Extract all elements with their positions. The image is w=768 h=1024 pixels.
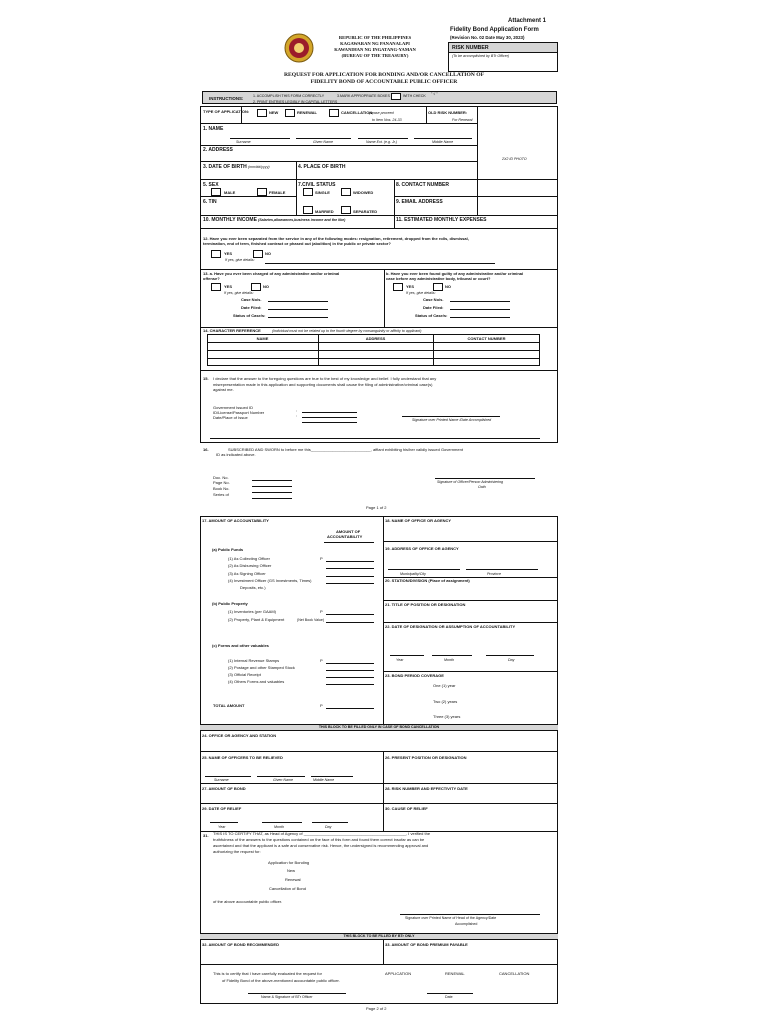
amount-of-label: AMOUNT OF	[336, 529, 361, 534]
q12-no-checkbox[interactable]	[253, 250, 263, 258]
q15-number: 15.	[203, 376, 209, 381]
bond-period-label: 23. BOND PERIOD COVERAGE	[385, 673, 444, 678]
check-mark-label: " √ "	[431, 92, 438, 96]
public-funds-label: (a) Public Funds	[212, 547, 244, 552]
email-label: 9. EMAIL ADDRESS	[396, 199, 443, 205]
middle-name-caption-2: Middle Name	[313, 778, 335, 782]
q16-text-1: SUBSCRIBED AND SWORN to before me this___________________________, affiant exhibiting his/her validly issued Government	[228, 447, 463, 452]
sex-label: 5. SEX	[203, 182, 219, 188]
republic-label: REPUBLIC OF THE PHILIPPINES	[338, 35, 412, 40]
bond-premium-label: 33. AMOUNT OF BOND PREMIUM PAYABLE	[385, 942, 468, 947]
form-title: Fidelity Bond Application Form	[450, 27, 539, 33]
btr-block-banner: THIS BLOCK TO BE FILLED BY BTr ONLY	[343, 934, 415, 938]
risk-number-note: (To be accomplished by BTr Officer)	[452, 53, 510, 58]
q13a-text-1: 13. a. Have you ever been charged of any administrative and/or criminal	[203, 271, 340, 276]
date-relief-label: 29. DATE OF RELIEF	[202, 806, 242, 811]
three-years-option[interactable]: Three (3) years	[433, 714, 461, 719]
q13b-if-yes: If yes, give details:	[406, 291, 436, 295]
f2-label: (2) Postage and other Stamped Stock	[228, 665, 295, 670]
address-label: 2. ADDRESS	[203, 147, 233, 153]
new-label: NEW	[269, 110, 279, 115]
widowed-checkbox[interactable]	[341, 188, 351, 196]
bureau-label: (BUREAU OF THE TREASURY)	[341, 53, 409, 58]
municipality-caption: Municipality/City	[400, 572, 426, 576]
accountability-label: ACCOUNTABILITY	[327, 534, 363, 539]
above-officer-text: of the above accountable public officer.	[213, 899, 283, 904]
kawanihan-label: KAWANIHAN NG INGATANG-YAMAN	[334, 47, 416, 52]
monthly-expenses-label: 11. ESTIMATED MONTHLY EXPENSES	[396, 217, 487, 223]
female-label: FEMALE	[269, 190, 286, 195]
please-proceed-label: please proceed	[369, 110, 394, 115]
certify-text-1: This is to certify that I have carefully evaluated the request for	[213, 971, 322, 976]
q12-text-2: termination, end of term, finished contract or phased out (abolition) in the public or private sector?	[203, 241, 391, 246]
f3-label: (3) Official Receipt	[228, 672, 261, 677]
dob-format: (mm/dd/yyyy)	[248, 164, 270, 169]
month-caption: Month	[444, 658, 454, 662]
f-peso: P	[320, 658, 323, 663]
surname-caption-2: Surname	[214, 778, 229, 782]
province-caption: Province	[487, 572, 501, 576]
char-ref-label: 14. CHARACTER REFERENCE	[203, 328, 261, 333]
bureau-seal-logo	[284, 33, 314, 63]
middle-name-caption: Middle Name	[432, 140, 454, 144]
q13a-if-yes: If yes, give details:	[224, 291, 254, 295]
accomplished-caption: Accomplished	[455, 922, 478, 926]
q31-text-4: authorizing the request for:	[213, 849, 261, 854]
cancellation-caps-option[interactable]: CANCELLATION	[499, 971, 530, 976]
year-caption-2: Year	[218, 825, 226, 829]
married-checkbox[interactable]	[303, 206, 313, 214]
sig-officer-oath-caption: Signature of Officer/Person Administering	[437, 480, 503, 484]
f4-label: (4) Others Forms and valuables	[228, 679, 285, 684]
page-no-label: Page No.	[213, 480, 230, 485]
cause-relief-label: 30. CAUSE OF RELIEF	[385, 806, 428, 811]
date-caption: Date	[445, 995, 453, 999]
q12-yes-checkbox[interactable]	[211, 250, 221, 258]
surname-caption: Surname	[236, 140, 251, 144]
col-address-header: ADDRESS	[365, 336, 386, 341]
name-label: 1. NAME	[203, 126, 224, 132]
q31-text-3: ascertained and that the applicant is a safe and conservative risk. Hence, the undersigned is recommending approval and	[213, 843, 429, 848]
total-peso: P	[320, 703, 323, 708]
separated-checkbox[interactable]	[341, 206, 351, 214]
instruction-checkbox	[391, 93, 401, 100]
widowed-label: WIDOWED	[353, 190, 374, 195]
q13a-no-checkbox[interactable]	[251, 283, 261, 291]
instructions-label: INSTRUCTIONS:	[209, 96, 244, 101]
id-license-label: ID/License/Passport Number	[213, 410, 265, 415]
cancellation-label: CANCELLATION,	[341, 110, 374, 115]
title-position-label: 21. TITLE OF POSITION OR DESIGNATION	[385, 602, 466, 607]
risk-number-box[interactable]	[448, 42, 558, 72]
cancellation-bond-option[interactable]: Cancellation of Bond	[269, 886, 306, 891]
type-of-application-label: TYPE OF APPLICATION:	[203, 109, 250, 114]
new-option[interactable]: New	[287, 868, 296, 873]
amount-accountability-label: 17. AMOUNT OF ACCOUNTABILITY	[202, 518, 269, 523]
male-label: MALE	[224, 190, 236, 195]
q15-text-3: against me.	[213, 387, 234, 392]
q13b-no-label: NO	[445, 284, 451, 289]
pp1-label: (1) Inventories (per GAAM)	[228, 609, 277, 614]
with-check-label: WITH CHECK	[403, 93, 426, 98]
dob-label: 3. DATE OF BIRTH	[203, 164, 247, 170]
q12-yes-label: YES	[224, 251, 233, 256]
two-years-option[interactable]: Two (2) years	[433, 699, 458, 704]
pp2-label: (2) Property, Plant & Equipment	[228, 617, 285, 622]
day-caption-2: Day	[325, 825, 332, 829]
pp-peso: P	[320, 609, 323, 614]
q13b-text-2: case before any administrative body, tribunal or court?	[386, 276, 491, 281]
q13a-yes-checkbox[interactable]	[211, 283, 221, 291]
address-office-label: 19. ADDRESS OF OFFICE OR AGENCY	[385, 546, 459, 551]
f1-label: (1) Internal Revenue Stamps	[228, 658, 280, 663]
q15-text-1: I declare that the answer to the foregoing questions are true to the best of my knowledge and belief. I fully understand that any	[213, 376, 437, 381]
sig-head-caption: Signature over Printed Name of Head of the Agency/Date	[405, 916, 497, 920]
single-checkbox[interactable]	[303, 188, 313, 196]
pob-label: 4. PLACE OF BIRTH	[298, 164, 346, 170]
book-no-label: Book No.	[213, 486, 230, 491]
q12-text-1: 12. Have you ever been separated from the service in any of the following modes: resignation, retirement, dropped from the rolls, dismissal,	[203, 236, 469, 241]
date-place-label: Date/Place of Issue	[213, 415, 248, 420]
cancel-block-banner: THIS BLOCK TO BE FILLED ONLY IN CASE OF BOND CANCELLATION	[318, 725, 440, 729]
q13b-status: Status of Case/s:	[415, 313, 448, 318]
given-name-caption-2: Given Name	[273, 778, 293, 782]
q15-text-2: misrepresentation made in this application and supporting documents shall cause the filing of administrative/criminal case(s)	[213, 381, 433, 387]
monthly-income-label: 10. MONTHLY INCOME	[203, 217, 257, 223]
q31-text-2: truthfulness of the answers to the questions contained on the face of this form and found them correct insofar as can be	[213, 837, 425, 842]
office-station-label: 24. OFFICE OR AGENCY AND STATION	[202, 733, 277, 738]
col-name-header: NAME	[256, 336, 269, 341]
one-year-option[interactable]: One (1) year	[433, 683, 456, 688]
q13a-date-filed: Date Filed:	[241, 305, 262, 310]
public-property-label: (b) Public Property	[212, 601, 248, 606]
married-label: MARRIED	[315, 209, 334, 214]
to-item-label: to Item Nos. 24-33	[372, 118, 402, 122]
pf-peso: P	[320, 556, 323, 561]
civil-status-label: 7.CIVIL STATUS	[298, 182, 336, 188]
separated-label: SEPARATED	[353, 209, 378, 214]
q13b-no-checkbox[interactable]	[433, 283, 443, 291]
name-office-label: 18. NAME OF OFFICE OR AGENCY	[385, 518, 452, 523]
name-sig-btr-caption: Name & Signature of BTr Officer	[261, 995, 313, 999]
main-title-2: FIDELITY BOND OF ACCOUNTABLE PUBLIC OFFICER	[310, 79, 458, 85]
q13b-date-filed: Date Filed:	[423, 305, 444, 310]
instruction-3: 3.MARK APPROPRIATE BOXES	[337, 93, 390, 98]
date-designation-label: 22. DATE OF DESIGNATION OR ASSUMPTION OF ACCOUNTABILITY	[385, 624, 516, 629]
new-checkbox[interactable]	[257, 109, 267, 117]
year-caption: Year	[396, 658, 404, 662]
pf3-label: (3) As Signing Officer	[228, 571, 266, 576]
name-ext-caption: Name Ext. (e.g. Jr.)	[366, 140, 398, 144]
monthly-income-note: (Salaries,allowances,business income and the like)	[258, 217, 346, 222]
bond-recommended-label: 32. AMOUNT OF BOND RECOMMENDED	[202, 942, 279, 947]
amount-bond-label: 27. AMOUNT OF BOND	[202, 786, 246, 791]
given-name-caption: Given Name	[313, 140, 333, 144]
page2-footer: Page 2 of 2	[366, 1006, 387, 1011]
risk-number-label: RISK NUMBER	[452, 45, 489, 51]
q13b-yes-label: YES	[406, 284, 415, 289]
officers-relieved-label: 25. NAME OF OFFICERS TO BE RELIEVED	[202, 755, 283, 760]
sig-printed-caption: Signature over Printed Name /Date Accomplished	[412, 418, 492, 422]
month-caption-2: Month	[274, 825, 284, 829]
contact-number-label: 8. CONTACT NUMBER	[396, 182, 449, 188]
instruction-1: 1. ACCOMPLISH THIS FORM CORRECTLY	[253, 93, 325, 98]
renewal-option[interactable]: Renewal	[285, 877, 301, 882]
pp2-note: (Net Book Value)	[297, 617, 325, 622]
q13b-yes-checkbox[interactable]	[393, 283, 403, 291]
q13a-yes-label: YES	[224, 284, 233, 289]
female-checkbox[interactable]	[257, 188, 267, 196]
doc-no-label: Doc. No.	[213, 475, 229, 480]
q13b-case-nos: Case No/s.	[423, 297, 444, 302]
risk-effectivity-label: 28. RISK NUMBER AND EFFECTIVITY DATE	[385, 786, 468, 791]
q13b-text-1: b. Have you ever been found guilty of any administrative and/or criminal	[386, 271, 524, 276]
instructions-bar	[202, 91, 557, 104]
kagawaran-label: KAGAWARAN NG PANANALAPI	[340, 41, 410, 46]
q12-no-label: NO	[265, 251, 271, 256]
renewal-checkbox[interactable]	[285, 109, 295, 117]
q31-text-1: THIS IS TO CERTIFY THAT, as Head of Agency of ______________________________________________, I verified the	[213, 831, 431, 836]
series-of-label: Series of	[213, 492, 229, 497]
page1-footer: Page 1 of 2	[366, 505, 387, 510]
single-label: SINGLE	[315, 190, 330, 195]
q16-text-2: ID as indicated above.	[216, 452, 256, 457]
app-bonding-option[interactable]: Application for Bonding	[268, 860, 310, 865]
q13a-text-2: offense?	[203, 276, 220, 281]
oath-caption: Oath	[478, 485, 486, 489]
present-position-label: 26. PRESENT POSITION OR DESIGNATION	[385, 755, 467, 760]
char-ref-note: (Individual must not be related up to the fourth degree by consanguinity or affinity to applicant)	[272, 328, 422, 333]
q16-number: 16.	[203, 447, 209, 452]
application-option[interactable]: APPLICATION	[385, 971, 412, 976]
forms-label: (c) Forms and other valuables	[212, 643, 269, 648]
pf4b-label: Deposits, etc.)	[240, 585, 266, 590]
cancellation-checkbox[interactable]	[329, 109, 339, 117]
day-caption: Day	[508, 658, 515, 662]
certify-text-2: of Fidelity Bond of the above-mentioned accountable public officer.	[222, 978, 340, 983]
q13a-no-label: NO	[263, 284, 269, 289]
q13a-status: Status of Case/s:	[233, 313, 266, 318]
tin-label: 6. TIN	[203, 199, 217, 205]
gov-id-label: Government Issued ID	[213, 405, 254, 410]
renewal-caps-option[interactable]: RENEWAL	[445, 971, 465, 976]
main-title-1: REQUEST FOR APPLICATION FOR BONDING AND/OR CANCELLATION OF	[284, 72, 484, 78]
q31-number: 31.	[203, 833, 209, 838]
instruction-2: 2. PRINT ENTRIES LEGIBLY IN CAPITAL LETTERS	[253, 99, 338, 104]
q12-if-yes: If yes, give details:	[225, 258, 255, 262]
total-amount-label: TOTAL AMOUNT	[213, 703, 245, 708]
q13a-case-nos: Case No/s.	[241, 297, 262, 302]
old-risk-number-label: OLD RISK NUMBER:	[428, 110, 468, 115]
pf4-label: (4) Investment Officer (GS Investments, Times)	[228, 578, 312, 583]
id-photo-placeholder: 2X2 ID PHOTO	[502, 157, 527, 161]
station-label: 20. STATION/DIVISION (Place of assignment)	[385, 578, 470, 583]
col-contact-header: CONTACT NUMBER	[467, 336, 506, 341]
pf1-label: (1) As Collecting Officer	[228, 556, 270, 561]
revision-label: (Revision No. 02 Date May 30, 2023)	[450, 35, 525, 40]
renewal-label: RENEWAL	[297, 110, 317, 115]
for-renewal-label: For Renewal	[452, 118, 473, 122]
male-checkbox[interactable]	[211, 188, 221, 196]
pf2-label: (2) As Disbursing Officer	[228, 563, 272, 568]
attachment-label: Attachment 1	[508, 18, 547, 24]
